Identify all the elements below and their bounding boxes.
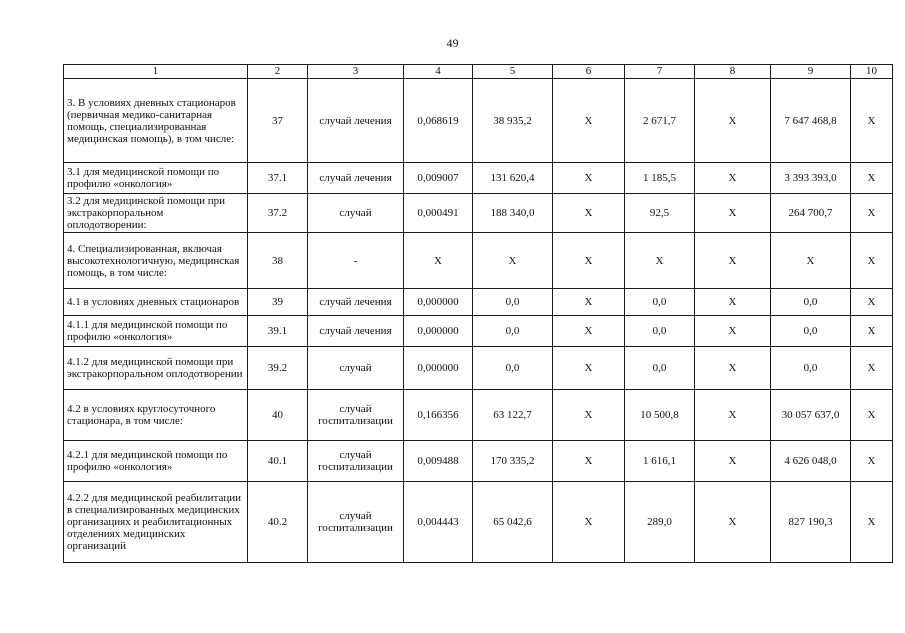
table-cell: X <box>553 194 625 233</box>
table-cell: 0,0 <box>625 347 695 390</box>
table-cell: X <box>695 79 771 163</box>
table-cell: 39 <box>248 289 308 316</box>
header-cell: 1 <box>64 65 248 79</box>
table-cell: 0,0 <box>473 289 553 316</box>
table-cell: 0,0 <box>771 316 851 347</box>
table-cell: X <box>695 163 771 194</box>
table-cell: 40 <box>248 390 308 441</box>
table-cell: X <box>695 390 771 441</box>
table-cell: 188 340,0 <box>473 194 553 233</box>
table-cell: X <box>851 316 893 347</box>
table-cell: X <box>851 79 893 163</box>
table-cell: 0,000491 <box>404 194 473 233</box>
table-cell: X <box>851 233 893 289</box>
table-cell: 39.1 <box>248 316 308 347</box>
row-description: 3.2 для медицинской помощи при экстракорпоральном оплодотворении: <box>64 194 248 233</box>
table-cell: 40.1 <box>248 441 308 482</box>
table-cell: X <box>695 347 771 390</box>
table-cell: X <box>851 163 893 194</box>
table-cell: случай <box>308 347 404 390</box>
table-cell: случай лечения <box>308 79 404 163</box>
table-cell: 38 <box>248 233 308 289</box>
table-cell: 131 620,4 <box>473 163 553 194</box>
table-cell: X <box>851 347 893 390</box>
table-cell: 65 042,6 <box>473 482 553 563</box>
table-cell: X <box>851 482 893 563</box>
table-cell: X <box>553 441 625 482</box>
table-cell: 0,000000 <box>404 316 473 347</box>
table-cell: X <box>695 194 771 233</box>
table-row <box>64 347 893 390</box>
header-cell: 5 <box>473 65 553 79</box>
table-cell: X <box>553 79 625 163</box>
row-description: 3.1 для медицинской помощи по профилю «онкология» <box>64 163 248 194</box>
table-cell: X <box>473 233 553 289</box>
header-cell: 4 <box>404 65 473 79</box>
table-row <box>64 233 893 289</box>
table-cell: 289,0 <box>625 482 695 563</box>
table-cell: 0,0 <box>473 316 553 347</box>
table-row <box>64 316 893 347</box>
table-row <box>64 390 893 441</box>
table-cell: 30 057 637,0 <box>771 390 851 441</box>
row-description: 4.2.2 для медицинской реабилитации в специализированных медицинских организациях и реабилитационных отделениях медицинских организаций <box>64 482 248 563</box>
table-cell: 37.2 <box>248 194 308 233</box>
row-description: 3. В условиях дневных стационаров (первичная медико-санитарная помощь, специализированная медицинская помощь), в том числе: <box>64 79 248 163</box>
table-cell: X <box>851 289 893 316</box>
table-cell: 37.1 <box>248 163 308 194</box>
table-cell: 0,0 <box>771 289 851 316</box>
header-cell: 9 <box>771 65 851 79</box>
table-cell: X <box>553 390 625 441</box>
table-cell: X <box>695 233 771 289</box>
header-cell: 6 <box>553 65 625 79</box>
table-cell: 7 647 468,8 <box>771 79 851 163</box>
table-cell: X <box>851 390 893 441</box>
table-cell: X <box>625 233 695 289</box>
table-cell: 827 190,3 <box>771 482 851 563</box>
table-cell: 4 626 048,0 <box>771 441 851 482</box>
table-cell: 170 335,2 <box>473 441 553 482</box>
table-cell: 0,004443 <box>404 482 473 563</box>
row-description: 4.1.2 для медицинской помощи при экстракорпоральном оплодотворении <box>64 347 248 390</box>
row-description: 4.2 в условиях круглосуточного стационара, в том числе: <box>64 390 248 441</box>
table-cell: случай госпитализации <box>308 482 404 563</box>
table-cell: случай госпитализации <box>308 441 404 482</box>
table-cell: X <box>851 194 893 233</box>
table-cell: X <box>851 441 893 482</box>
table-cell: 0,166356 <box>404 390 473 441</box>
row-description: 4. Специализированная, включая высокотехнологичную, медицинская помощь, в том числе: <box>64 233 248 289</box>
row-description: 4.2.1 для медицинской помощи по профилю «онкология» <box>64 441 248 482</box>
table-cell: X <box>553 163 625 194</box>
table-cell: случай лечения <box>308 289 404 316</box>
header-cell: 10 <box>851 65 893 79</box>
table-cell: 38 935,2 <box>473 79 553 163</box>
table-cell: 1 185,5 <box>625 163 695 194</box>
table-cell: 1 616,1 <box>625 441 695 482</box>
table-cell: 0,009488 <box>404 441 473 482</box>
table-cell: 264 700,7 <box>771 194 851 233</box>
table-cell: 0,009007 <box>404 163 473 194</box>
table-row <box>64 194 893 233</box>
row-description: 4.1.1 для медицинской помощи по профилю «онкология» <box>64 316 248 347</box>
table-cell: X <box>553 482 625 563</box>
header-cell: 3 <box>308 65 404 79</box>
table-cell: X <box>553 233 625 289</box>
table-cell: случай <box>308 194 404 233</box>
table-row <box>64 441 893 482</box>
table-cell: 3 393 393,0 <box>771 163 851 194</box>
table-cell: X <box>553 316 625 347</box>
table-cell: X <box>553 289 625 316</box>
table-cell: случай лечения <box>308 316 404 347</box>
table-cell: 92,5 <box>625 194 695 233</box>
table-cell: 0,0 <box>625 316 695 347</box>
table-cell: 0,0 <box>771 347 851 390</box>
table-cell: 39.2 <box>248 347 308 390</box>
table-cell: X <box>553 347 625 390</box>
header-cell: 2 <box>248 65 308 79</box>
header-cell: 8 <box>695 65 771 79</box>
table-cell: 37 <box>248 79 308 163</box>
table-cell: - <box>308 233 404 289</box>
table-row <box>64 289 893 316</box>
table-cell: X <box>404 233 473 289</box>
header-row <box>64 65 893 79</box>
page-number: 49 <box>446 36 459 50</box>
table-cell: X <box>695 316 771 347</box>
table-cell: 0,000000 <box>404 289 473 316</box>
table-cell: 0,000000 <box>404 347 473 390</box>
table-row <box>64 482 893 563</box>
table-cell: случай госпитализации <box>308 390 404 441</box>
table-cell: 0,068619 <box>404 79 473 163</box>
table-cell: 0,0 <box>625 289 695 316</box>
table-cell: X <box>695 482 771 563</box>
row-description: 4.1 в условиях дневных стационаров <box>64 289 248 316</box>
table-cell: случай лечения <box>308 163 404 194</box>
table-row <box>64 79 893 163</box>
table-cell: 63 122,7 <box>473 390 553 441</box>
header-cell: 7 <box>625 65 695 79</box>
table-cell: X <box>695 441 771 482</box>
table-cell: 10 500,8 <box>625 390 695 441</box>
table-cell: 0,0 <box>473 347 553 390</box>
table-row <box>64 163 893 194</box>
table-cell: X <box>695 289 771 316</box>
table-cell: X <box>771 233 851 289</box>
data-table <box>63 64 893 563</box>
table-cell: 2 671,7 <box>625 79 695 163</box>
table-cell: 40.2 <box>248 482 308 563</box>
